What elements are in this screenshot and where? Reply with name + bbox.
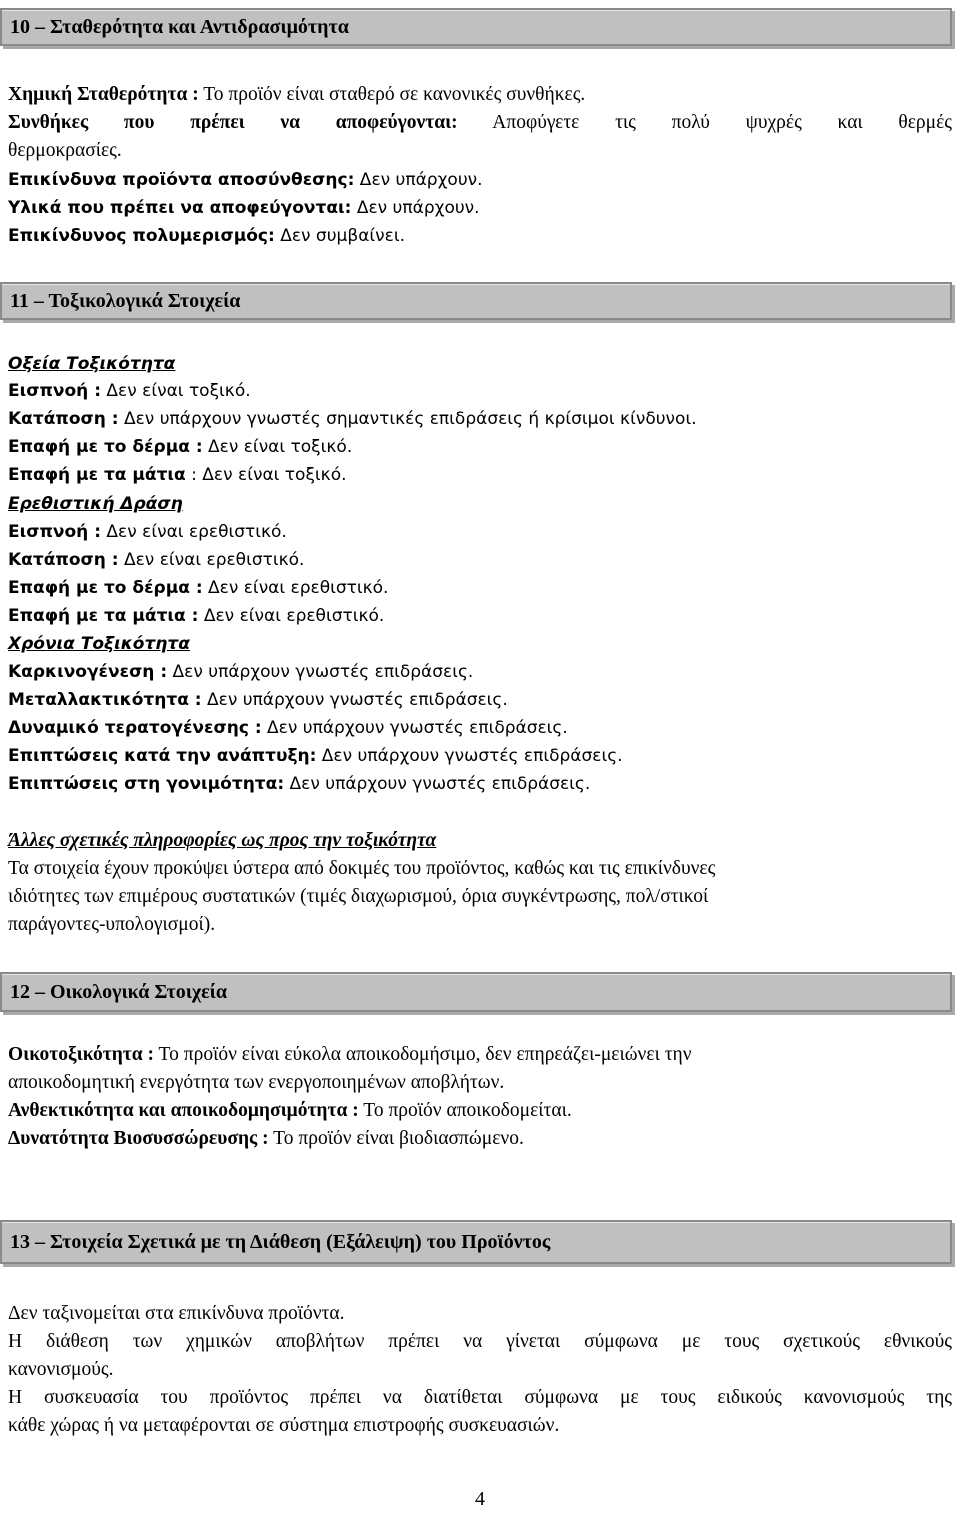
- development-effects-line: [8, 746, 623, 766]
- polymerization-line: [8, 226, 405, 246]
- irritation-inhalation-label: Εισπνοή :: [8, 522, 102, 542]
- carcinogenicity-line: [8, 662, 473, 682]
- other-toxicity-line-3: παράγοντες-υπολογισμοί).: [8, 914, 216, 935]
- section-12-title: 12 – Οικολογικά Στοιχεία: [10, 980, 228, 1003]
- acute-ingestion-label: Κατάποση :: [8, 409, 119, 429]
- mutagenicity-label: Μεταλλακτικότητα :: [8, 690, 202, 710]
- conditions-avoid-label: Συνθήκες που πρέπει να αποφεύγονται:: [8, 112, 458, 133]
- irritation-title: Ερεθιστική Δράση: [8, 494, 183, 514]
- acute-eyes-value: : Δεν είναι τοξικό.: [185, 465, 347, 485]
- section-11-header: [0, 282, 952, 320]
- carcinogenicity-value: Δεν υπάρχουν γνωστές επιδράσεις.: [167, 662, 474, 682]
- fertility-effects-label: Επιπτώσεις στη γονιμότητα:: [8, 774, 285, 794]
- decomposition-line: [8, 170, 483, 190]
- page-number: 4: [475, 1488, 485, 1510]
- acute-inhalation-label: Εισπνοή :: [8, 381, 102, 401]
- irritation-skin-label: Επαφή με το δέρμα :: [8, 578, 203, 598]
- disposal-line-3-cont: κάθε χώρας ή να μεταφέρονται σε σύστημα επιστροφής συσκευασιών.: [8, 1415, 560, 1436]
- conditions-avoid-value: Αποφύγετε τις πολύ ψυχρές και θερμές: [457, 112, 952, 133]
- acute-skin-value: Δεν είναι τοξικό.: [202, 437, 353, 457]
- materials-avoid-value: Δεν υπάρχουν.: [351, 198, 480, 218]
- development-effects-label: Επιπτώσεις κατά την ανάπτυξη:: [8, 746, 317, 766]
- acute-inhalation-value: Δεν είναι τοξικό.: [101, 381, 251, 401]
- irritation-skin-value: Δεν είναι ερεθιστικό.: [202, 578, 389, 598]
- persistence-value: Το προϊόν αποικοδομείται.: [358, 1100, 572, 1121]
- other-toxicity-line-2: ιδιότητες των επιμέρους συστατικών (τιμές διαχωρισμού, όρια συγκέντρωσης, πολ/στικοί: [8, 886, 709, 907]
- teratogenicity-label: Δυναμικό τερατογένεσης :: [8, 718, 262, 738]
- teratogenicity-value: Δεν υπάρχουν γνωστές επιδράσεις.: [261, 718, 568, 738]
- mutagenicity-line: [8, 690, 508, 710]
- section-13-header: [0, 1220, 952, 1264]
- chronic-toxicity-title: Χρόνια Τοξικότητα: [8, 634, 190, 654]
- fertility-effects-line: [8, 774, 590, 794]
- irritation-inhalation-line: [8, 522, 287, 542]
- section-10-header: [0, 8, 952, 46]
- acute-ingestion-line: [8, 409, 697, 429]
- ecotoxicity-label: Οικοτοξικότητα :: [8, 1044, 155, 1065]
- fertility-effects-value: Δεν υπάρχουν γνωστές επιδράσεις.: [284, 774, 591, 794]
- ecotoxicity-value: Το προϊόν είναι εύκολα αποικοδομήσιμο, δεν επηρεάζει-μειώνει την: [154, 1044, 692, 1065]
- section-13-title: 13 – Στοιχεία Σχετικά με τη Διάθεση (Εξάλειψη) του Προϊόντος: [10, 1230, 551, 1253]
- irritation-inhalation-value: Δεν είναι ερεθιστικό.: [101, 522, 287, 542]
- teratogenicity-line: [8, 718, 568, 738]
- acute-skin-label: Επαφή με το δέρμα :: [8, 437, 203, 457]
- section-10-title: 10 – Σταθερότητα και Αντιδρασιμότητα: [10, 15, 349, 38]
- persistence-label: Ανθεκτικότητα και αποικοδομησιμότητα :: [8, 1100, 359, 1121]
- polymerization-value: Δεν συμβαίνει.: [274, 226, 406, 246]
- irritation-eyes-label: Επαφή με τα μάτια :: [8, 606, 199, 626]
- irritation-ingestion-value: Δεν είναι ερεθιστικό.: [118, 550, 305, 570]
- acute-skin-line: [8, 437, 352, 457]
- disposal-line-1: Δεν ταξινομείται στα επικίνδυνα προϊόντα.: [8, 1303, 345, 1324]
- disposal-line-3: Η συσκευασία του προϊόντος πρέπει να διατίθεται σύμφωνα με τους ειδικούς κανονισμούς της: [8, 1387, 952, 1408]
- acute-eyes-line: [8, 465, 347, 485]
- chemical-stability-value: Το προϊόν είναι σταθερό σε κανονικές συνθήκες.: [198, 84, 586, 105]
- irritation-ingestion-label: Κατάποση :: [8, 550, 119, 570]
- development-effects-value: Δεν υπάρχουν γνωστές επιδράσεις.: [316, 746, 623, 766]
- section-12-header: [0, 972, 952, 1012]
- acute-ingestion-value: Δεν υπάρχουν γνωστές σημαντικές επιδράσεις ή κρίσιμοι κίνδυνοι.: [118, 409, 697, 429]
- acute-inhalation-line: [8, 381, 251, 401]
- mutagenicity-value: Δεν υπάρχουν γνωστές επιδράσεις.: [201, 690, 508, 710]
- disposal-line-2: Η διάθεση των χημικών αποβλήτων πρέπει να γίνεται σύμφωνα με τους σχετικούς εθνικούς: [8, 1331, 952, 1352]
- polymerization-label: Επικίνδυνος πολυμερισμός:: [8, 226, 275, 246]
- persistence-line: [8, 1100, 572, 1122]
- irritation-eyes-line: [8, 606, 384, 626]
- disposal-line-2-cont: κανονισμούς.: [8, 1359, 114, 1380]
- section-11-title: 11 – Τοξικολογικά Στοιχεία: [10, 289, 241, 312]
- materials-avoid-line: [8, 198, 480, 218]
- other-toxicity-line-1: Τα στοιχεία έχουν προκύψει ύστερα από δοκιμές του προϊόντος, καθώς και τις επικίνδυνες: [8, 858, 716, 879]
- irritation-eyes-value: Δεν είναι ερεθιστικό.: [198, 606, 385, 626]
- acute-toxicity-title: Οξεία Τοξικότητα: [8, 354, 176, 374]
- irritation-skin-line: [8, 578, 388, 598]
- bioaccumulation-value: Το προϊόν είναι βιοδιασπώμενο.: [268, 1128, 524, 1149]
- materials-avoid-label: Υλικά που πρέπει να αποφεύγονται:: [8, 198, 352, 218]
- conditions-avoid-line: [8, 112, 952, 134]
- ecotoxicity-line: [8, 1044, 692, 1066]
- bioaccumulation-label: Δυνατότητα Βιοσυσσώρευσης :: [8, 1128, 269, 1149]
- decomposition-value: Δεν υπάρχουν.: [354, 170, 483, 190]
- irritation-ingestion-line: [8, 550, 304, 570]
- acute-eyes-label: Επαφή με τα μάτια: [8, 465, 186, 485]
- ecotoxicity-cont: αποικοδομητική ενεργότητα των ενεργοποιημένων αποβλήτων.: [8, 1072, 505, 1093]
- chemical-stability-line: [8, 84, 585, 106]
- carcinogenicity-label: Καρκινογένεση :: [8, 662, 168, 682]
- conditions-avoid-cont: θερμοκρασίες.: [8, 140, 122, 161]
- bioaccumulation-line: [8, 1128, 524, 1150]
- chemical-stability-label: Χημική Σταθερότητα :: [8, 84, 199, 105]
- other-toxicity-title: Άλλες σχετικές πληροφορίες ως προς την τοξικότητα: [8, 830, 437, 851]
- decomposition-label: Επικίνδυνα προϊόντα αποσύνθεσης:: [8, 170, 355, 190]
